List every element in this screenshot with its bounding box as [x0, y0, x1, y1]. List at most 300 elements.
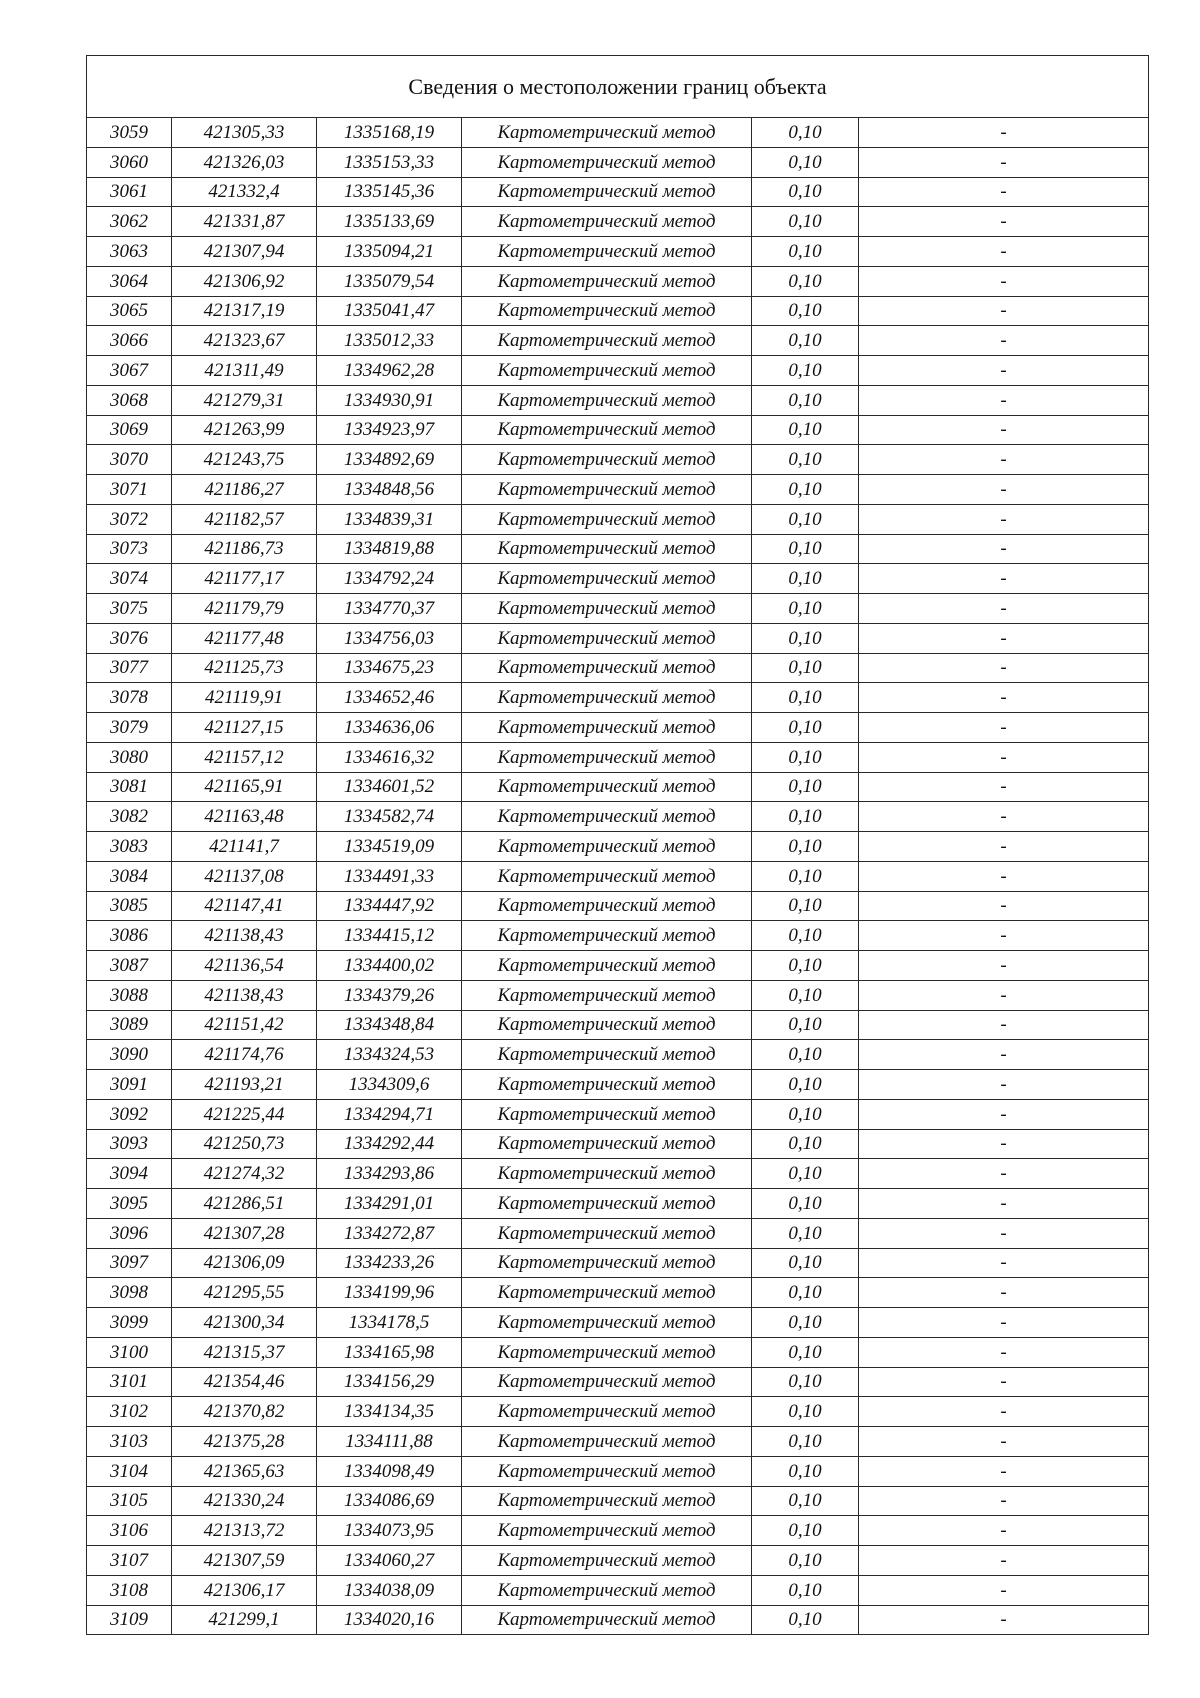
- point-number-cell: 3061: [87, 177, 172, 207]
- description-cell: -: [859, 1189, 1149, 1219]
- x-coordinate-cell: 421119,91: [172, 683, 317, 713]
- table-row: [87, 1010, 1149, 1040]
- x-coordinate-cell: 421323,67: [172, 326, 317, 356]
- accuracy-cell: 0,10: [752, 1367, 859, 1397]
- table-row: [87, 1040, 1149, 1070]
- method-cell: Картометрический метод: [462, 415, 752, 445]
- description-cell: -: [859, 296, 1149, 326]
- method-cell: Картометрический метод: [462, 504, 752, 534]
- y-coordinate-cell: 1334111,88: [317, 1427, 462, 1457]
- point-number-cell: 3070: [87, 445, 172, 475]
- x-coordinate-cell: 421305,33: [172, 118, 317, 148]
- table-row: [87, 1516, 1149, 1546]
- point-number-cell: 3059: [87, 118, 172, 148]
- y-coordinate-cell: 1334923,97: [317, 415, 462, 445]
- y-coordinate-cell: 1334156,29: [317, 1367, 462, 1397]
- method-cell: Картометрический метод: [462, 683, 752, 713]
- method-cell: Картометрический метод: [462, 891, 752, 921]
- x-coordinate-cell: 421163,48: [172, 802, 317, 832]
- y-coordinate-cell: 1334930,91: [317, 385, 462, 415]
- method-cell: Картометрический метод: [462, 475, 752, 505]
- accuracy-cell: 0,10: [752, 385, 859, 415]
- y-coordinate-cell: 1334291,01: [317, 1189, 462, 1219]
- point-number-cell: 3096: [87, 1218, 172, 1248]
- x-coordinate-cell: 421193,21: [172, 1070, 317, 1100]
- y-coordinate-cell: 1334233,26: [317, 1248, 462, 1278]
- description-cell: -: [859, 118, 1149, 148]
- x-coordinate-cell: 421306,09: [172, 1248, 317, 1278]
- table-row: [87, 1337, 1149, 1367]
- y-coordinate-cell: 1334098,49: [317, 1456, 462, 1486]
- x-coordinate-cell: 421307,28: [172, 1218, 317, 1248]
- point-number-cell: 3065: [87, 296, 172, 326]
- description-cell: -: [859, 564, 1149, 594]
- table-row: [87, 326, 1149, 356]
- accuracy-cell: 0,10: [752, 921, 859, 951]
- description-cell: -: [859, 504, 1149, 534]
- x-coordinate-cell: 421186,27: [172, 475, 317, 505]
- method-cell: Картометрический метод: [462, 1486, 752, 1516]
- y-coordinate-cell: 1334819,88: [317, 534, 462, 564]
- y-coordinate-cell: 1334199,96: [317, 1278, 462, 1308]
- accuracy-cell: 0,10: [752, 1486, 859, 1516]
- accuracy-cell: 0,10: [752, 1605, 859, 1635]
- method-cell: Картометрический метод: [462, 1397, 752, 1427]
- description-cell: -: [859, 177, 1149, 207]
- table-row: [87, 1248, 1149, 1278]
- description-cell: -: [859, 534, 1149, 564]
- description-cell: -: [859, 683, 1149, 713]
- x-coordinate-cell: 421243,75: [172, 445, 317, 475]
- y-coordinate-cell: 1334165,98: [317, 1337, 462, 1367]
- table-row: [87, 921, 1149, 951]
- table-row: [87, 147, 1149, 177]
- y-coordinate-cell: 1334379,26: [317, 980, 462, 1010]
- y-coordinate-cell: 1334178,5: [317, 1308, 462, 1338]
- point-number-cell: 3074: [87, 564, 172, 594]
- accuracy-cell: 0,10: [752, 951, 859, 981]
- accuracy-cell: 0,10: [752, 1010, 859, 1040]
- point-number-cell: 3080: [87, 742, 172, 772]
- description-cell: -: [859, 742, 1149, 772]
- y-coordinate-cell: 1334519,09: [317, 832, 462, 862]
- x-coordinate-cell: 421375,28: [172, 1427, 317, 1457]
- description-cell: -: [859, 475, 1149, 505]
- method-cell: Картометрический метод: [462, 713, 752, 743]
- accuracy-cell: 0,10: [752, 534, 859, 564]
- accuracy-cell: 0,10: [752, 475, 859, 505]
- table-row: [87, 1278, 1149, 1308]
- x-coordinate-cell: 421311,49: [172, 356, 317, 386]
- accuracy-cell: 0,10: [752, 772, 859, 802]
- point-number-cell: 3079: [87, 713, 172, 743]
- accuracy-cell: 0,10: [752, 683, 859, 713]
- x-coordinate-cell: 421306,17: [172, 1575, 317, 1605]
- table-row: [87, 177, 1149, 207]
- point-number-cell: 3075: [87, 594, 172, 624]
- y-coordinate-cell: 1334134,35: [317, 1397, 462, 1427]
- method-cell: Картометрический метод: [462, 1159, 752, 1189]
- point-number-cell: 3083: [87, 832, 172, 862]
- method-cell: Картометрический метод: [462, 1337, 752, 1367]
- accuracy-cell: 0,10: [752, 356, 859, 386]
- table-row: [87, 1070, 1149, 1100]
- method-cell: Картометрический метод: [462, 623, 752, 653]
- description-cell: -: [859, 385, 1149, 415]
- accuracy-cell: 0,10: [752, 1456, 859, 1486]
- x-coordinate-cell: 421279,31: [172, 385, 317, 415]
- accuracy-cell: 0,10: [752, 415, 859, 445]
- x-coordinate-cell: 421274,32: [172, 1159, 317, 1189]
- table-row: [87, 713, 1149, 743]
- point-number-cell: 3098: [87, 1278, 172, 1308]
- table-row: [87, 1427, 1149, 1457]
- method-cell: Картометрический метод: [462, 653, 752, 683]
- x-coordinate-cell: 421263,99: [172, 415, 317, 445]
- y-coordinate-cell: 1334293,86: [317, 1159, 462, 1189]
- method-cell: Картометрический метод: [462, 326, 752, 356]
- x-coordinate-cell: 421326,03: [172, 147, 317, 177]
- description-cell: -: [859, 1605, 1149, 1635]
- x-coordinate-cell: 421370,82: [172, 1397, 317, 1427]
- x-coordinate-cell: 421136,54: [172, 951, 317, 981]
- x-coordinate-cell: 421138,43: [172, 921, 317, 951]
- x-coordinate-cell: 421151,42: [172, 1010, 317, 1040]
- x-coordinate-cell: 421330,24: [172, 1486, 317, 1516]
- table-row: [87, 1159, 1149, 1189]
- y-coordinate-cell: 1334294,71: [317, 1099, 462, 1129]
- point-number-cell: 3072: [87, 504, 172, 534]
- accuracy-cell: 0,10: [752, 1278, 859, 1308]
- description-cell: -: [859, 356, 1149, 386]
- table-body: [87, 118, 1149, 1635]
- point-number-cell: 3102: [87, 1397, 172, 1427]
- description-cell: -: [859, 594, 1149, 624]
- description-cell: -: [859, 1129, 1149, 1159]
- description-cell: -: [859, 1427, 1149, 1457]
- description-cell: -: [859, 1367, 1149, 1397]
- table-row: [87, 623, 1149, 653]
- x-coordinate-cell: 421157,12: [172, 742, 317, 772]
- method-cell: Картометрический метод: [462, 177, 752, 207]
- y-coordinate-cell: 1334060,27: [317, 1546, 462, 1576]
- table-row: [87, 237, 1149, 267]
- method-cell: Картометрический метод: [462, 1070, 752, 1100]
- method-cell: Картометрический метод: [462, 1218, 752, 1248]
- method-cell: Картометрический метод: [462, 564, 752, 594]
- table-row: [87, 861, 1149, 891]
- point-number-cell: 3081: [87, 772, 172, 802]
- table-row: [87, 1546, 1149, 1576]
- table-row: [87, 445, 1149, 475]
- y-coordinate-cell: 1334848,56: [317, 475, 462, 505]
- method-cell: Картометрический метод: [462, 147, 752, 177]
- accuracy-cell: 0,10: [752, 118, 859, 148]
- method-cell: Картометрический метод: [462, 1605, 752, 1635]
- x-coordinate-cell: 421177,48: [172, 623, 317, 653]
- table-row: [87, 266, 1149, 296]
- x-coordinate-cell: 421177,17: [172, 564, 317, 594]
- point-number-cell: 3073: [87, 534, 172, 564]
- table-row: [87, 564, 1149, 594]
- point-number-cell: 3069: [87, 415, 172, 445]
- y-coordinate-cell: 1334636,06: [317, 713, 462, 743]
- point-number-cell: 3087: [87, 951, 172, 981]
- x-coordinate-cell: 421354,46: [172, 1367, 317, 1397]
- method-cell: Картометрический метод: [462, 802, 752, 832]
- x-coordinate-cell: 421300,34: [172, 1308, 317, 1338]
- y-coordinate-cell: 1335133,69: [317, 207, 462, 237]
- point-number-cell: 3104: [87, 1456, 172, 1486]
- accuracy-cell: 0,10: [752, 1427, 859, 1457]
- method-cell: Картометрический метод: [462, 1456, 752, 1486]
- point-number-cell: 3088: [87, 980, 172, 1010]
- description-cell: -: [859, 1456, 1149, 1486]
- method-cell: Картометрический метод: [462, 356, 752, 386]
- accuracy-cell: 0,10: [752, 802, 859, 832]
- y-coordinate-cell: 1334272,87: [317, 1218, 462, 1248]
- description-cell: -: [859, 147, 1149, 177]
- accuracy-cell: 0,10: [752, 1308, 859, 1338]
- y-coordinate-cell: 1334491,33: [317, 861, 462, 891]
- description-cell: -: [859, 653, 1149, 683]
- point-number-cell: 3063: [87, 237, 172, 267]
- x-coordinate-cell: 421315,37: [172, 1337, 317, 1367]
- point-number-cell: 3060: [87, 147, 172, 177]
- table-row: [87, 207, 1149, 237]
- x-coordinate-cell: 421306,92: [172, 266, 317, 296]
- y-coordinate-cell: 1334770,37: [317, 594, 462, 624]
- description-cell: -: [859, 237, 1149, 267]
- point-number-cell: 3062: [87, 207, 172, 237]
- accuracy-cell: 0,10: [752, 1218, 859, 1248]
- point-number-cell: 3064: [87, 266, 172, 296]
- y-coordinate-cell: 1334962,28: [317, 356, 462, 386]
- accuracy-cell: 0,10: [752, 1040, 859, 1070]
- description-cell: -: [859, 1575, 1149, 1605]
- table-row: [87, 1367, 1149, 1397]
- description-cell: -: [859, 326, 1149, 356]
- table-row: [87, 951, 1149, 981]
- y-coordinate-cell: 1334292,44: [317, 1129, 462, 1159]
- y-coordinate-cell: 1334582,74: [317, 802, 462, 832]
- x-coordinate-cell: 421307,59: [172, 1546, 317, 1576]
- table-row: [87, 1397, 1149, 1427]
- point-number-cell: 3093: [87, 1129, 172, 1159]
- x-coordinate-cell: 421179,79: [172, 594, 317, 624]
- x-coordinate-cell: 421225,44: [172, 1099, 317, 1129]
- table-row: [87, 772, 1149, 802]
- x-coordinate-cell: 421299,1: [172, 1605, 317, 1635]
- point-number-cell: 3084: [87, 861, 172, 891]
- accuracy-cell: 0,10: [752, 832, 859, 862]
- y-coordinate-cell: 1334400,02: [317, 951, 462, 981]
- x-coordinate-cell: 421182,57: [172, 504, 317, 534]
- accuracy-cell: 0,10: [752, 296, 859, 326]
- table-row: [87, 1218, 1149, 1248]
- method-cell: Картометрический метод: [462, 1010, 752, 1040]
- accuracy-cell: 0,10: [752, 207, 859, 237]
- description-cell: -: [859, 1486, 1149, 1516]
- method-cell: Картометрический метод: [462, 534, 752, 564]
- y-coordinate-cell: 1335041,47: [317, 296, 462, 326]
- description-cell: -: [859, 951, 1149, 981]
- method-cell: Картометрический метод: [462, 832, 752, 862]
- description-cell: -: [859, 772, 1149, 802]
- y-coordinate-cell: 1334415,12: [317, 921, 462, 951]
- x-coordinate-cell: 421137,08: [172, 861, 317, 891]
- method-cell: Картометрический метод: [462, 1129, 752, 1159]
- description-cell: -: [859, 980, 1149, 1010]
- table-row: [87, 653, 1149, 683]
- accuracy-cell: 0,10: [752, 623, 859, 653]
- accuracy-cell: 0,10: [752, 1099, 859, 1129]
- method-cell: Картометрический метод: [462, 266, 752, 296]
- point-number-cell: 3108: [87, 1575, 172, 1605]
- table-row: [87, 1308, 1149, 1338]
- x-coordinate-cell: 421313,72: [172, 1516, 317, 1546]
- point-number-cell: 3106: [87, 1516, 172, 1546]
- table-row: [87, 683, 1149, 713]
- x-coordinate-cell: 421165,91: [172, 772, 317, 802]
- y-coordinate-cell: 1334348,84: [317, 1010, 462, 1040]
- point-number-cell: 3078: [87, 683, 172, 713]
- boundary-coordinates-table: [86, 55, 1149, 1635]
- x-coordinate-cell: 421186,73: [172, 534, 317, 564]
- y-coordinate-cell: 1335094,21: [317, 237, 462, 267]
- x-coordinate-cell: 421286,51: [172, 1189, 317, 1219]
- method-cell: Картометрический метод: [462, 861, 752, 891]
- y-coordinate-cell: 1335012,33: [317, 326, 462, 356]
- method-cell: Картометрический метод: [462, 1367, 752, 1397]
- method-cell: Картометрический метод: [462, 1189, 752, 1219]
- method-cell: Картометрический метод: [462, 1546, 752, 1576]
- x-coordinate-cell: 421295,55: [172, 1278, 317, 1308]
- accuracy-cell: 0,10: [752, 1129, 859, 1159]
- y-coordinate-cell: 1334038,09: [317, 1575, 462, 1605]
- table-title: Сведения о местоположении границ объекта: [87, 56, 1149, 118]
- method-cell: Картометрический метод: [462, 772, 752, 802]
- description-cell: -: [859, 445, 1149, 475]
- description-cell: -: [859, 1248, 1149, 1278]
- description-cell: -: [859, 1218, 1149, 1248]
- description-cell: -: [859, 1070, 1149, 1100]
- accuracy-cell: 0,10: [752, 980, 859, 1010]
- description-cell: -: [859, 415, 1149, 445]
- accuracy-cell: 0,10: [752, 1159, 859, 1189]
- point-number-cell: 3085: [87, 891, 172, 921]
- method-cell: Картометрический метод: [462, 1516, 752, 1546]
- x-coordinate-cell: 421331,87: [172, 207, 317, 237]
- x-coordinate-cell: 421317,19: [172, 296, 317, 326]
- y-coordinate-cell: 1334020,16: [317, 1605, 462, 1635]
- y-coordinate-cell: 1335168,19: [317, 118, 462, 148]
- description-cell: -: [859, 1397, 1149, 1427]
- accuracy-cell: 0,10: [752, 1516, 859, 1546]
- point-number-cell: 3077: [87, 653, 172, 683]
- description-cell: -: [859, 1337, 1149, 1367]
- point-number-cell: 3099: [87, 1308, 172, 1338]
- method-cell: Картометрический метод: [462, 1099, 752, 1129]
- description-cell: -: [859, 1159, 1149, 1189]
- table-row: [87, 980, 1149, 1010]
- accuracy-cell: 0,10: [752, 1248, 859, 1278]
- y-coordinate-cell: 1335079,54: [317, 266, 462, 296]
- point-number-cell: 3100: [87, 1337, 172, 1367]
- description-cell: -: [859, 802, 1149, 832]
- point-number-cell: 3101: [87, 1367, 172, 1397]
- point-number-cell: 3109: [87, 1605, 172, 1635]
- accuracy-cell: 0,10: [752, 713, 859, 743]
- y-coordinate-cell: 1334892,69: [317, 445, 462, 475]
- point-number-cell: 3095: [87, 1189, 172, 1219]
- accuracy-cell: 0,10: [752, 147, 859, 177]
- table-row: [87, 1605, 1149, 1635]
- accuracy-cell: 0,10: [752, 1189, 859, 1219]
- y-coordinate-cell: 1334309,6: [317, 1070, 462, 1100]
- accuracy-cell: 0,10: [752, 1397, 859, 1427]
- y-coordinate-cell: 1334616,32: [317, 742, 462, 772]
- accuracy-cell: 0,10: [752, 861, 859, 891]
- x-coordinate-cell: 421174,76: [172, 1040, 317, 1070]
- method-cell: Картометрический метод: [462, 951, 752, 981]
- table-row: [87, 802, 1149, 832]
- description-cell: -: [859, 1546, 1149, 1576]
- y-coordinate-cell: 1334792,24: [317, 564, 462, 594]
- table-row: [87, 742, 1149, 772]
- accuracy-cell: 0,10: [752, 1575, 859, 1605]
- description-cell: -: [859, 623, 1149, 653]
- method-cell: Картометрический метод: [462, 207, 752, 237]
- point-number-cell: 3066: [87, 326, 172, 356]
- y-coordinate-cell: 1334447,92: [317, 891, 462, 921]
- description-cell: -: [859, 1278, 1149, 1308]
- table-row: [87, 356, 1149, 386]
- accuracy-cell: 0,10: [752, 1070, 859, 1100]
- accuracy-cell: 0,10: [752, 237, 859, 267]
- x-coordinate-cell: 421141,7: [172, 832, 317, 862]
- y-coordinate-cell: 1334086,69: [317, 1486, 462, 1516]
- accuracy-cell: 0,10: [752, 326, 859, 356]
- description-cell: -: [859, 891, 1149, 921]
- point-number-cell: 3089: [87, 1010, 172, 1040]
- method-cell: Картометрический метод: [462, 980, 752, 1010]
- description-cell: -: [859, 832, 1149, 862]
- method-cell: Картометрический метод: [462, 1040, 752, 1070]
- y-coordinate-cell: 1334601,52: [317, 772, 462, 802]
- description-cell: -: [859, 1516, 1149, 1546]
- table-row: [87, 1486, 1149, 1516]
- y-coordinate-cell: 1335145,36: [317, 177, 462, 207]
- x-coordinate-cell: 421125,73: [172, 653, 317, 683]
- point-number-cell: 3091: [87, 1070, 172, 1100]
- accuracy-cell: 0,10: [752, 1546, 859, 1576]
- point-number-cell: 3105: [87, 1486, 172, 1516]
- y-coordinate-cell: 1334675,23: [317, 653, 462, 683]
- table-row: [87, 1129, 1149, 1159]
- y-coordinate-cell: 1334324,53: [317, 1040, 462, 1070]
- y-coordinate-cell: 1334073,95: [317, 1516, 462, 1546]
- method-cell: Картометрический метод: [462, 1248, 752, 1278]
- table-row: [87, 385, 1149, 415]
- method-cell: Картометрический метод: [462, 385, 752, 415]
- table-row: [87, 475, 1149, 505]
- point-number-cell: 3068: [87, 385, 172, 415]
- method-cell: Картометрический метод: [462, 118, 752, 148]
- method-cell: Картометрический метод: [462, 237, 752, 267]
- x-coordinate-cell: 421138,43: [172, 980, 317, 1010]
- table-row: [87, 296, 1149, 326]
